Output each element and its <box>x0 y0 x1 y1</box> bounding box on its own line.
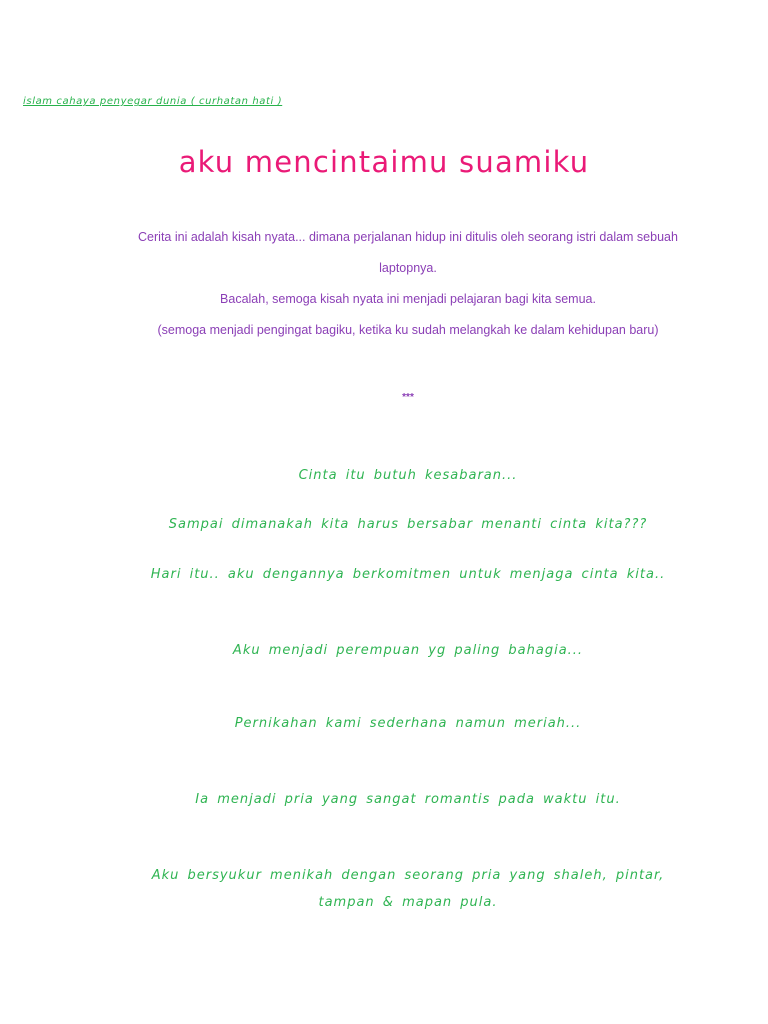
page-title: aku mencintaimu suamiku <box>178 145 590 179</box>
story-line-2: Sampai dimanakah kita harus bersabar menanti cinta kita??? <box>168 517 648 532</box>
intro-section <box>120 222 696 346</box>
story-line-3: Hari itu.. aku dengannya berkomitmen untuk menjaga cinta kita.. <box>150 567 666 582</box>
intro-line-2: Bacalah, semoga kisah nyata ini menjadi pelajaran bagi kita semua. <box>220 292 596 306</box>
intro-line-3: (semoga menjadi pengingat bagiku, ketika ku sudah melangkah ke dalam kehidupan baru) <box>157 323 659 337</box>
story-line-6: Ia menjadi pria yang sangat romantis pada waktu itu. <box>195 792 621 807</box>
story-line-5: Pernikahan kami sederhana namun meriah... <box>234 716 582 731</box>
intro-line-1: Cerita ini adalah kisah nyata... dimana perjalanan hidup ini ditulis oleh seorang istri dalam sebuah laptopnya. <box>138 230 678 275</box>
story-line-4: Aku menjadi perempuan yg paling bahagia... <box>232 643 584 658</box>
blog-title-link[interactable]: islam cahaya penyegar dunia ( curhatan hati ) <box>23 96 283 107</box>
section-separator: *** <box>402 392 414 403</box>
story-line-7: Aku bersyukur menikah dengan seorang pria yang shaleh, pintar, tampan & mapan pula. <box>151 868 665 910</box>
story-line-1: Cinta itu butuh kesabaran... <box>298 468 518 483</box>
